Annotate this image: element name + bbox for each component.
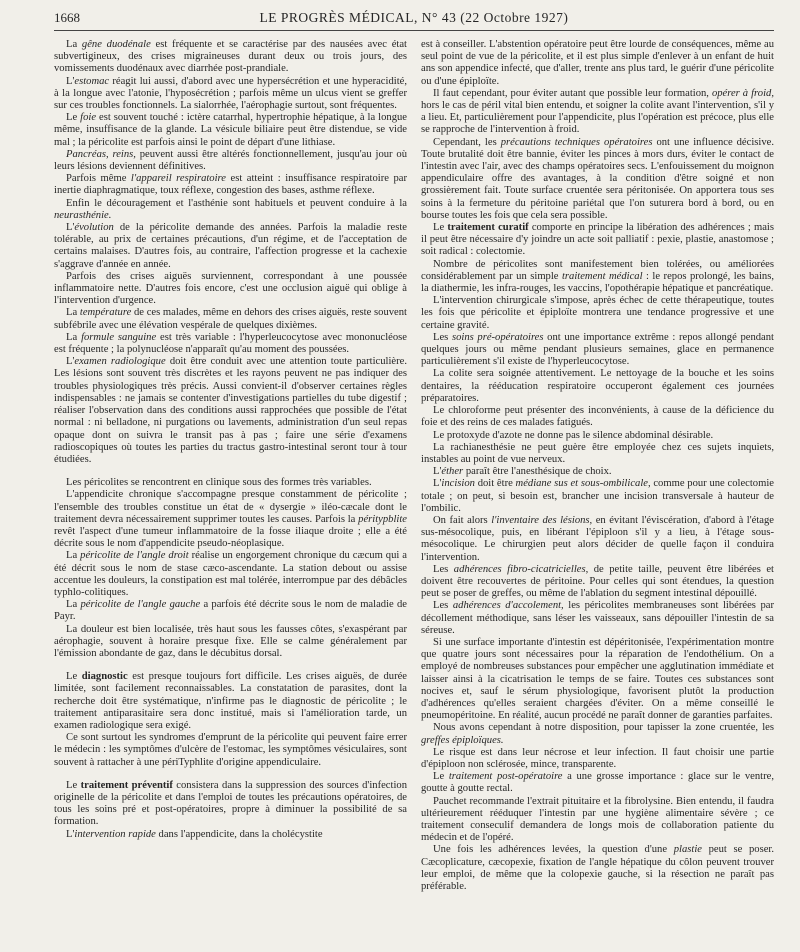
- italic-text: neurasthénie.: [54, 209, 112, 221]
- paragraph: [421, 259, 774, 296]
- text-run: paraît être l'anesthésique de choix.: [463, 466, 612, 478]
- text-run: La: [66, 599, 81, 611]
- text-run: Le: [66, 671, 82, 683]
- text-run: est à conseiller. L'abstention opératoire peut être lourde de conséquences, même au seul point de vue de la péricolite, et il est plus simple d'enlever à un enfant de huit ans son appendice infecté, que d'aller, trente ans plus tard, le guérir d'une péricolite ou d'une épiploïte.: [421, 39, 774, 87]
- italic-text: médiane sus et sous-ombilicale,: [515, 478, 651, 490]
- bold-text: traitement curatif: [447, 222, 529, 234]
- italic-text: péricolite de l'angle droit: [80, 550, 189, 562]
- paragraph: [54, 829, 407, 841]
- paragraph: [54, 599, 407, 623]
- italic-text: formule sanguine: [81, 331, 157, 343]
- text-run: Il faut cependant, pour éviter autant que possible leur formation,: [433, 87, 712, 99]
- text-run: La rachianesthésie ne peut guère être employée chez ces sujets inquiets, instables au point de vue nerveux.: [421, 441, 774, 465]
- paragraph: [54, 671, 407, 732]
- right-column: [421, 39, 774, 893]
- paragraph: [421, 796, 774, 845]
- paragraph: [54, 477, 407, 489]
- text-run: Une fois les adhérences levées, la question d'une: [433, 844, 674, 856]
- italic-text: température: [79, 307, 132, 319]
- text-run: en évitant l'éviscération, d'abord à l'étage sus-mésocolique, puis, en libérant l'épiploon s'il y a lieu, à l'étage sous-mésocolique. Le chirurgien peut alors décider de quelle façon il conduira l'intervention.: [421, 514, 774, 563]
- paragraph: [54, 356, 407, 466]
- text-run: L'intervention chirurgicale s'impose, après échec de cette thérapeutique, toutes les fois que péricolite et épiploïte montrera une tendance progressive et une certaine gravité.: [421, 295, 774, 331]
- paragraph: [421, 600, 774, 637]
- text-run: Le: [433, 222, 448, 234]
- italic-text: évolution: [74, 222, 114, 234]
- italic-text: gêne duodénale: [81, 39, 151, 50]
- italic-text: éther: [441, 466, 464, 478]
- text-run: Le chloroforme peut présenter des inconvénients, à cause de la déficience du foie et des reins de ces malades fatigués.: [421, 405, 774, 429]
- paragraph: [54, 76, 407, 113]
- text-run: Enfin le découragement et l'asthénie sont habituels et peuvent conduire à la: [66, 197, 407, 209]
- paragraph: [54, 271, 407, 308]
- paragraph: [421, 466, 774, 478]
- text-run: comme pour une colectomie totale ; on peut, si besoin est, brancher une incision transversale à hauteur de l'ombilic.: [421, 478, 774, 514]
- text-run: est presque toujours fort difficile. Les crises aiguës, de durée limitée, sont facilement reconnaissables. La constatation de parasites, dont la recherche doit être systématique, n'infirme pas le diagnostic de péricolite ; le traitement antiparasitaire sera donc institué, mais si l'amélioration tarde, un examen radiologique sera exigé.: [54, 671, 407, 731]
- text-run: comporte en principe la libération des adhérences ; mais il peut être nécessaire d'y joindre un acte soit palliatif : pexie, plastie, anastomose ; soit radical : colectomie.: [421, 222, 774, 258]
- text-run: Ce sont surtout les syndromes d'emprunt de la péricolite qui peuvent faire errer le médecin : les symptômes d'ulcère de l'estomac, les symptômes vésiculaires, sont souvent à rattacher à une périTyphlite d'origine appendiculaire.: [54, 732, 407, 768]
- text-run: La: [66, 331, 82, 343]
- text-run: peuvent aussi être altérés fonctionnellement, jusqu'au jour où leurs lésions deviennent définitives.: [54, 148, 407, 173]
- paragraph: [54, 39, 407, 76]
- text-run: Si une surface importante d'intestin est dépéritonisée, l'expérimentation montre que quatre jours sont nécessaires pour la réparation de l'endothélium. On a employé de nombreuses substances pour empêcher une agglutination immédiate et laisser ainsi à la cicatrisation le temps de se faire. Toutes ces substances sont nocives et, sauf le sérum physiologique, favorisent plutôt la production d'adhérences qu'elles seraient chargées d'éviter. On a même conseillé le pneumopéritoine. En réalité, aucun procédé ne paraît donner de garanties parfaites.: [421, 636, 774, 722]
- paragraph: [421, 368, 774, 405]
- text-run: L': [66, 75, 75, 87]
- italic-text: soins pré-opératoires: [451, 331, 544, 343]
- text-run: Parfois des crises aiguës surviennent, correspondant à une poussée inflammatoire nette. D'autres fois encore, c'est une occlusion aiguë qui oblige à l'intervention d'urgence.: [54, 270, 407, 307]
- text-run: consistera dans la suppression des sources d'infection originelle de la péricolite et dans l'emploi de toutes les précautions opératoires, de tous les soins pré et post-opératoires, propre à diminuer la possibilité de sa formation.: [54, 779, 407, 828]
- text-run: de petite taille, peuvent être libérées et doivent être recouvertes de péritoine. Pour celles qui sont étendues, la question peut se poser de greffes, ou même de l'ablation du segment intestinal dépouillé.: [421, 563, 774, 600]
- text-run: a une grosse importance : glace sur le ventre, goutte à goutte rectal.: [421, 771, 774, 795]
- paragraph: [54, 307, 407, 331]
- text-run: L': [433, 466, 442, 478]
- italic-text: l'inventaire des lésions,: [491, 514, 593, 526]
- text-run: La: [66, 307, 80, 319]
- journal-title: LE PROGRÈS MÉDICAL, N° 43 (22 Octobre 1927): [259, 10, 569, 25]
- text-run: a parfois été décrite sous le nom de maladie de Payr.: [54, 599, 407, 623]
- paragraph: [421, 771, 774, 795]
- paragraph: [421, 564, 774, 601]
- page-number: 1668: [54, 10, 80, 25]
- paragraph: [421, 844, 774, 893]
- italic-text: examen radiologique: [74, 356, 166, 368]
- text-run: dans l'appendicite, dans la cholécystite: [155, 828, 323, 840]
- text-run: Le: [66, 779, 81, 791]
- text-run: est souvent touché : ictère catarrhal, hypertrophie hépatique, à la longue même, insuffisance de la glande. La vésicule biliaire peut être distendue, se vide mal ; la péricolite est parfois ainsi le point de départ d'une lithiase.: [54, 112, 407, 148]
- text-run: est très variable : l'hyperleucocytose avec mononucléose est fréquente ; la polynucléose n'apparaît qu'au moment des poussées.: [54, 331, 407, 356]
- italic-text: adhérences fibro-cicatricielles,: [453, 563, 589, 575]
- bold-text: traitement préventif: [80, 779, 173, 791]
- italic-text: greffes épiploïques.: [421, 734, 504, 746]
- italic-text: traitement post-opératoire: [448, 771, 563, 783]
- text-run: La colite sera soignée attentivement. Le nettoyage de la bouche et les soins dentaires, la rééducation respiratoire occuperont également ces journées préparatoires.: [421, 368, 774, 404]
- text-run: Le risque est dans leur nécrose et leur infection. Il faut choisir une partie d'épiploon non sclérosée, mince, transparente.: [421, 746, 774, 770]
- text-run: L': [433, 478, 442, 490]
- text-run: Nombre de péricolites sont manifestement bien tolérées, ou améliorées considérablement par un simple: [421, 258, 774, 282]
- bold-text: diagnostic: [81, 671, 128, 683]
- italic-text: précautions techniques opératoires: [500, 136, 653, 148]
- text-run: doit être: [474, 478, 516, 490]
- text-run: Parfois même: [66, 173, 131, 185]
- text-run: de ces malades, même en dehors des crises aiguës, reste souvent subfébrile avec une élévation vespérale de quelques dixièmes.: [54, 307, 407, 331]
- text-run: doit être conduit avec une attention toute particulière. Les lésions sont souvent très discrètes et les rayons peuvent ne pas indiquer des troubles physiologiques très précis. Aussi convient-il d'observer certaines règles indispensables : ne jamais se contenter d'investigations partielles du tube digestif ; réaliser l'observation dans des conditions aussi rapprochées que possible de l'état normal : ni belladone, ni purgations ou lavements, administration d'un seul repas opaque dont on suivra le transit pas à pas ; faire une série d'examens radioscopiques où toutes les parties du tractus gastro-intestinal seront tour à tour étudiées.: [54, 356, 407, 465]
- paragraph: [421, 478, 774, 515]
- paragraph: [54, 222, 407, 271]
- paragraph: [54, 489, 407, 550]
- text-run: les péricolites membraneuses sont libérées par décollement méthodique, sans léser les vaisseaux, sans dépouiller l'intestin de sa séreuse.: [421, 600, 774, 636]
- text-run: L': [66, 828, 75, 840]
- paragraph: [54, 112, 407, 149]
- text-run: : le repos prolongé, les bains, la diathermie, les infra-rouges, les vaccins, l'opothérapie hépatique et pancréatique.: [421, 270, 774, 295]
- paragraph: [421, 637, 774, 722]
- text-run: La douleur est bien localisée, très haut sous les fausses côtes, s'exaspérant par aérophagie, souvent à horaire presque fixe. Elle se calme généralement par l'émission abondante de gaz, dans le décubitus dorsal.: [54, 623, 407, 659]
- paragraph: [54, 780, 407, 829]
- text-run: Les: [433, 331, 452, 343]
- paragraph: [54, 624, 407, 661]
- text-run: L': [66, 356, 75, 368]
- text-run: peut se poser. Cæcoplicature, cæcopexie, fixation de l'angle hépatique du côlon peuvent trouver leur emploi, de même que la colopexie gauche, si la résection ne paraît pas préférable.: [421, 844, 774, 893]
- italic-text: plastie: [673, 844, 702, 856]
- paragraph: [421, 430, 774, 442]
- italic-text: incision: [441, 478, 475, 490]
- paragraph: [421, 39, 774, 88]
- italic-text: foie: [80, 112, 97, 124]
- text-run: réalise un engorgement chronique du cæcum qui a été décrit sous le nom de stase cæco-ascendante. La station debout ou assise accentue les douleurs, la constipation est mal tolérée, interrompue par des débâcles typhlo-colitiques.: [54, 550, 407, 598]
- paragraph: [54, 173, 407, 197]
- text-run: On fait alors: [433, 514, 492, 526]
- text-run: Cependant, les: [433, 136, 501, 148]
- italic-text: l'appareil respiratoire: [130, 173, 226, 185]
- text-run: est fréquente et se caractérise par des nausées avec état subvertigineux, des crises migraineuses durant deux ou trois jours, des vomissements duodénaux avec diarrhée post-prandiale.: [54, 39, 407, 75]
- text-run: Le: [66, 112, 81, 124]
- paragraph: [421, 295, 774, 332]
- text-run: hors le cas de péril vital bien entendu, et soigner la colite avant l'intervention, s'il y a lieu. Et, particulièrement pour l'appendicite, plus l'opération est précoce, plus elle se rapproche de l'intervention à froid.: [421, 100, 774, 136]
- italic-text: Pancréas, reins,: [66, 148, 136, 160]
- text-run: Nous avons cependant à notre disposition, pour tapisser la zone cruentée, les: [433, 722, 774, 734]
- paragraph: [421, 332, 774, 369]
- text-run: Les péricolites se rencontrent en clinique sous des formes très variables.: [66, 477, 372, 489]
- italic-text: péritypblite: [358, 513, 407, 525]
- paragraph: [54, 149, 407, 173]
- paragraph: [421, 515, 774, 564]
- text-run: ont une importance extrême : repos allongé pendant quelques jours ou même pendant plusieurs semaines, glace en permanence particulièrement s'il existe de l'hyperleucocytose.: [421, 331, 774, 368]
- text-run: La: [66, 39, 82, 50]
- italic-text: intervention rapide: [74, 828, 156, 840]
- page-header: [54, 10, 774, 31]
- text-run: réagit lui aussi, d'abord avec une hypersécrétion et une hyperacidité, à la longue avec l'atonie, l'hyposécrétion ; parfois même un ulcus vient se greffer sur ces troubles fonctionnels. La sialorrhée, l'aérophagie surtout, sont fréquentes.: [54, 75, 407, 112]
- text-run: Le protoxyde d'azote ne donne pas le silence abdominal désirable.: [433, 429, 714, 441]
- paragraph: [54, 332, 407, 356]
- left-column: [54, 39, 407, 893]
- italic-text: traitement médical: [561, 270, 643, 282]
- text-run: revêt l'aspect d'une tumeur inflammatoire de la fosse iliaque droite ; elle a été décrite sous le nom d'appendicite pseudo-néoplasique.: [54, 525, 407, 550]
- text-run: ont une influence décisive. Toute brutalité doit être bannie, éviter les pinces à mors durs, éviter le contact de l'intestin avec l'air, avec des champs opératoires secs. L'enfouissement du moignon appendiculaire offre des avantages, à la condition d'être soigné et non grossièrement fait. Toute surface cruentée sera péritonisée. On apportera tous ses soins à la fermeture du péritoine pariétal que l'on suturera bord à bord, ou en bourse toutes les fois que cela sera possible.: [421, 136, 774, 221]
- paragraph: [421, 405, 774, 429]
- italic-text: adhérences d'accolement,: [452, 600, 564, 612]
- paragraph: [421, 722, 774, 746]
- text-run: Les: [433, 563, 454, 575]
- paragraph: [421, 222, 774, 259]
- italic-text: estomac: [74, 75, 110, 87]
- paragraph: [421, 88, 774, 137]
- text-run: Les: [433, 600, 453, 612]
- text-run: L'appendicite chronique s'accompagne presque constamment de péricolite ; l'ensemble des troubles constitue un état de « dysergie » iléo-cæcale dont le traitement devra nécessairement supprimer toutes les causes. Parfois la: [54, 489, 407, 525]
- paragraph: [54, 732, 407, 769]
- paragraph: [421, 747, 774, 771]
- text-run: Pauchet recommande l'extrait pituitaire et la fibrolysine. Bien entendu, il faudra ultérieurement rééduquer l'intestin par une hygiène alimentaire sévère ; ce traitement conseculif demandera de longs mois de collaboration patiente du médecin et de l'opéré.: [421, 795, 774, 844]
- paragraph: [54, 198, 407, 222]
- paragraph: [421, 442, 774, 466]
- text-run: de la péricolite demande des années. Parfois la maladie reste tolérable, au prix de certaines précautions, d'un régime, et de l'acceptation de certains malaises. D'autres fois, au contraire, l'affection progresse et la cachexie s'aggrave d'année en année.: [54, 222, 407, 270]
- paragraph: [54, 550, 407, 599]
- italic-text: péricolite de l'angle gauche: [80, 599, 201, 611]
- italic-text: opérer à froid,: [711, 87, 774, 99]
- text-run: La: [66, 550, 81, 562]
- text-run: est atteint : insuffisance respiratoire par inertie diaphragmatique, toux réflexe, congestion des bases, asthme réflexe.: [54, 173, 407, 197]
- paragraph: [421, 137, 774, 222]
- text-run: Le: [433, 771, 449, 783]
- text-run: L': [66, 222, 75, 234]
